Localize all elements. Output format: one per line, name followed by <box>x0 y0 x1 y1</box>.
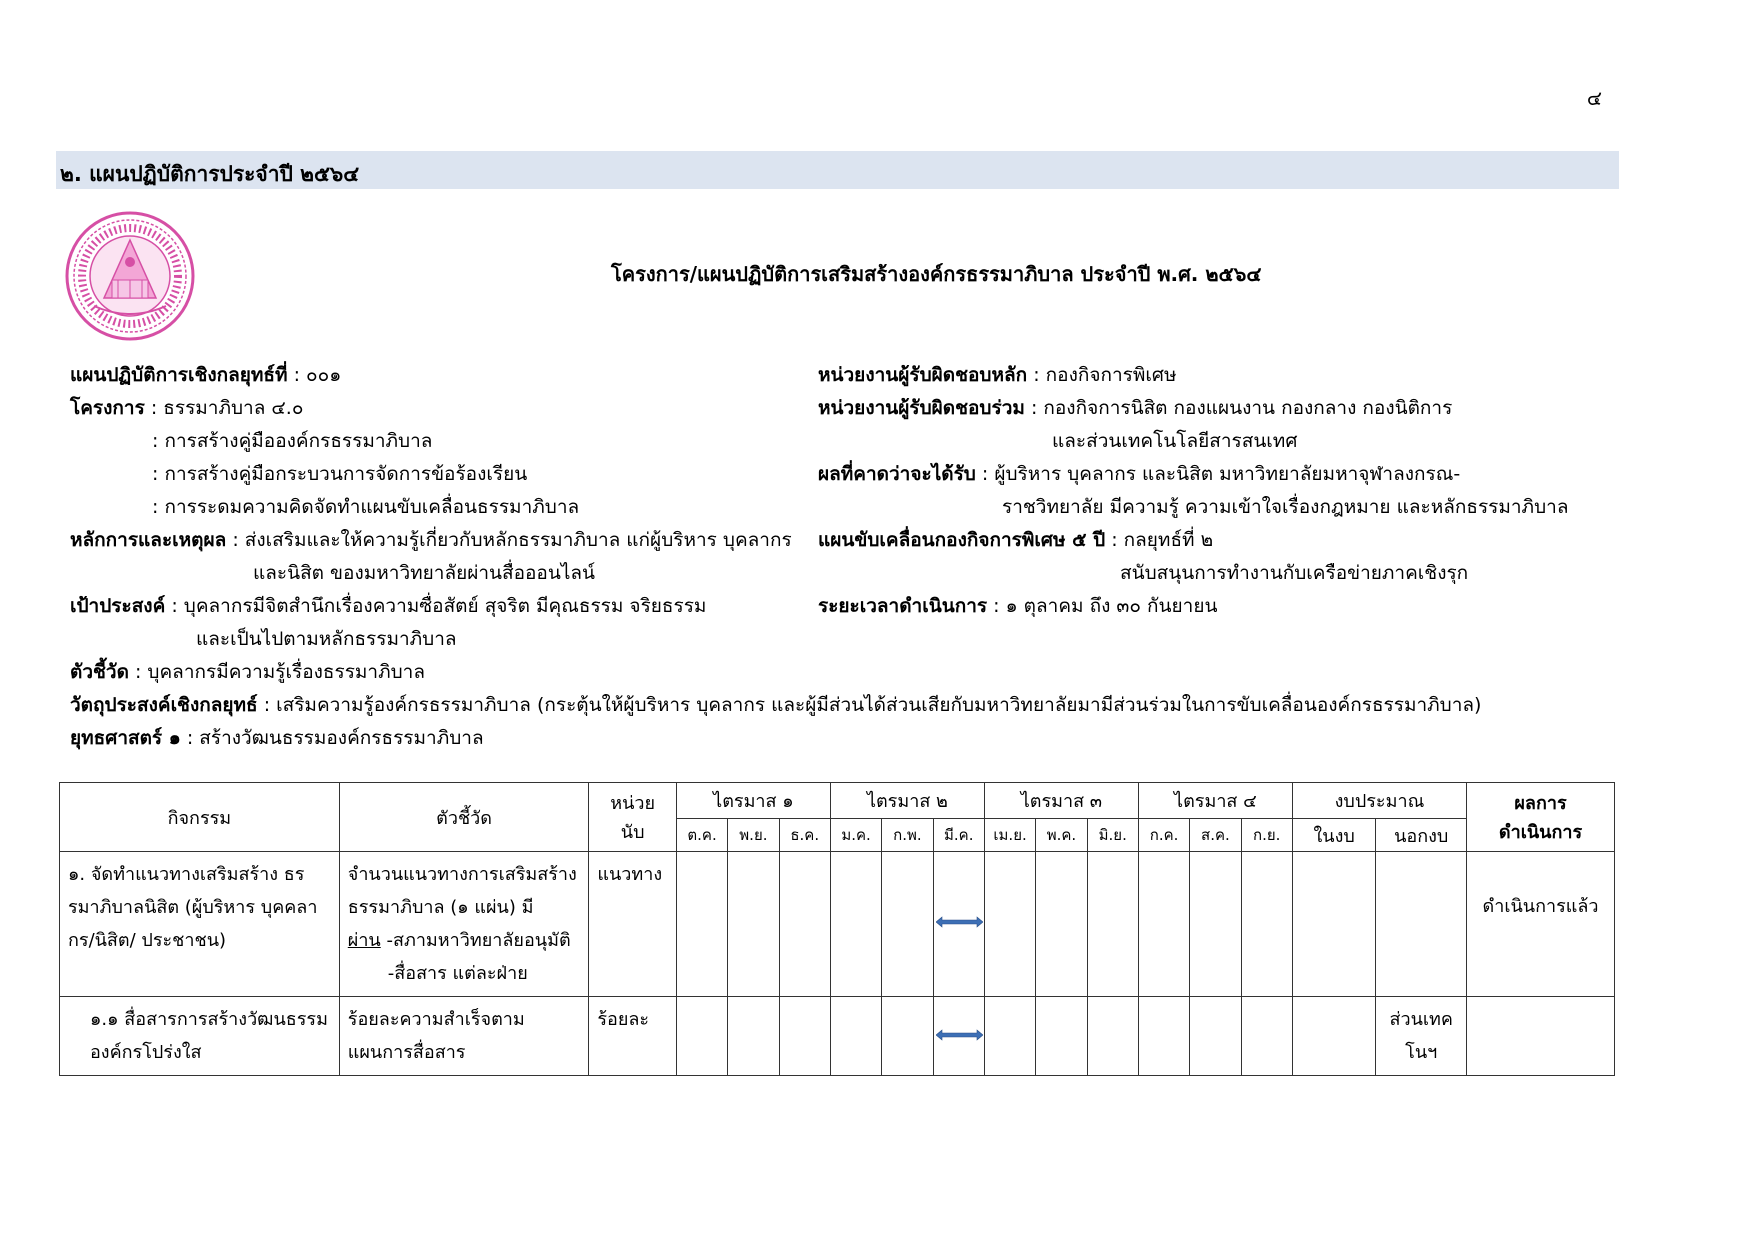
result-text <box>1467 997 1614 1009</box>
month-cell <box>1190 852 1241 997</box>
strategy-row <box>70 723 484 753</box>
activity-cell <box>60 852 340 997</box>
in-budget-cell <box>1292 852 1376 997</box>
objective-value-2: และเป็นไปตามหลักธรรมาภิบาล <box>196 628 457 650</box>
month-header: ม.ค. <box>830 819 881 852</box>
indicator-row <box>70 657 425 687</box>
unit-cell <box>589 997 677 1076</box>
header-unit-line-1: หน่วย <box>610 793 656 814</box>
month-cell <box>676 852 727 997</box>
rationale-value-2: และนิสิต ของมหาวิทยาลัยผ่านสื่อออนไลน์ <box>253 562 596 584</box>
drive-plan-value-2: สนับสนุนการทำงานกับเครือข่ายภาคเชิงรุก <box>1120 562 1469 584</box>
action-plan-table <box>59 782 1615 1076</box>
header-unit-line-2: นับ <box>620 822 645 843</box>
timeline-arrow-icon <box>936 1029 983 1041</box>
month-header: เม.ย. <box>984 819 1035 852</box>
month-cell <box>882 997 933 1076</box>
main-unit-value: : กองกิจการพิเศษ <box>1033 364 1177 386</box>
header-out-budget: นอกงบ <box>1376 819 1467 852</box>
expected-result-label: ผลที่คาดว่าจะได้รับ <box>818 463 976 485</box>
month-cell <box>1241 997 1292 1076</box>
month-header: ก.พ. <box>882 819 933 852</box>
indicator-line-4: -สื่อสาร แต่ละฝ่าย <box>387 963 528 984</box>
month-cell <box>830 997 881 1076</box>
header-unit <box>589 783 677 852</box>
project-title: โครงการ/แผนปฏิบัติการเสริมสร้างองค์กรธรรมาภิบาล ประจำปี พ.ศ. ๒๕๖๔ <box>611 262 1262 286</box>
header-indicator: ตัวชี้วัด <box>339 783 589 852</box>
project-value: : ธรรมาภิบาล ๔.๐ <box>150 397 304 419</box>
activity-text: ๑.๑ สื่อสารการสร้างวัฒนธรรม องค์กรโปร่งใส <box>90 1009 328 1063</box>
result-cell <box>1467 852 1615 997</box>
month-header: ก.ค. <box>1138 819 1189 852</box>
objective-label: เป้าประสงค์ <box>70 595 166 617</box>
unit-cell <box>589 852 677 997</box>
co-unit-row <box>818 393 1452 423</box>
month-header: ส.ค. <box>1190 819 1241 852</box>
month-cell <box>1138 852 1189 997</box>
rationale-label: หลักการและเหตุผล <box>70 529 227 551</box>
header-result <box>1467 783 1615 852</box>
drive-plan-label: แผนขับเคลื่อนกองกิจการพิเศษ ๕ ปี <box>818 529 1106 551</box>
month-header: มี.ค. <box>933 819 984 852</box>
month-cell <box>1036 852 1087 997</box>
month-cell <box>830 852 881 997</box>
month-cell <box>676 997 727 1076</box>
indicator-underlined: ผ่าน <box>347 930 381 951</box>
main-unit-row <box>818 360 1176 390</box>
header-quarter-4: ไตรมาส ๔ <box>1138 783 1292 819</box>
result-cell <box>1467 997 1615 1076</box>
in-budget-text <box>1293 852 1376 864</box>
header-quarter-3: ไตรมาส ๓ <box>984 783 1138 819</box>
strategy-label: ยุทธศาสตร์ ๑ <box>70 727 181 749</box>
header-activity: กิจกรรม <box>60 783 340 852</box>
month-cell <box>882 852 933 997</box>
month-cell-march <box>933 852 984 997</box>
table-row <box>60 852 1615 997</box>
month-cell <box>1087 852 1138 997</box>
header-quarter-2: ไตรมาส ๒ <box>830 783 984 819</box>
month-header: พ.ค. <box>1036 819 1087 852</box>
table-row <box>60 997 1615 1076</box>
out-budget-text: ส่วนเทค โนฯ <box>1389 1009 1453 1063</box>
month-cell-march <box>933 997 984 1076</box>
main-unit-label: หน่วยงานผู้รับผิดชอบหลัก <box>818 364 1028 386</box>
section-title: ๒. แผนปฏิบัติการประจำปี ๒๕๖๔ <box>60 162 360 186</box>
month-cell <box>779 997 830 1076</box>
month-cell <box>779 852 830 997</box>
objective-row <box>70 591 706 621</box>
header-result-line-2: ดำเนินการ <box>1498 822 1583 843</box>
indicator-cell <box>339 997 589 1076</box>
month-header: มิ.ย. <box>1087 819 1138 852</box>
header-quarter-1: ไตรมาส ๑ <box>676 783 830 819</box>
project-sub-2: : การสร้างคู่มือกระบวนการจัดการข้อร้องเรียน <box>152 463 528 485</box>
co-unit-value-2: และส่วนเทคโนโลยีสารสนเทศ <box>1052 430 1298 452</box>
month-header: ก.ย. <box>1241 819 1292 852</box>
rationale-value: : ส่งเสริมและให้ความรู้เกี่ยวกับหลักธรรมาภิบาล แก่ผู้บริหาร บุคลากร <box>232 529 792 551</box>
month-cell <box>1036 997 1087 1076</box>
duration-value: : ๑ ตุลาคม ถึง ๓๐ กันยายน <box>993 595 1218 617</box>
expected-result-value-2: ราชวิทยาลัย มีความรู้ ความเข้าใจเรื่องกฎหมาย และหลักธรรมาภิบาล <box>1002 496 1569 518</box>
month-cell <box>1241 852 1292 997</box>
duration-row <box>818 591 1217 621</box>
header-in-budget: ในงบ <box>1292 819 1376 852</box>
indicator-value: : บุคลากรมีความรู้เรื่องธรรมาภิบาล <box>134 661 425 683</box>
drive-plan-value: : กลยุทธ์ที่ ๒ <box>1111 529 1214 551</box>
month-header: พ.ย. <box>728 819 779 852</box>
rationale-row <box>70 525 792 555</box>
activity-text: ๑. จัดทำแนวทางเสริมสร้าง ธรรมาภิบาลนิสิต (ผู้บริหาร บุคคลากร/นิสิต/ ประชาชน) <box>68 864 318 951</box>
university-seal-logo <box>64 210 196 342</box>
project-row <box>70 393 303 423</box>
out-budget-text <box>1376 852 1466 864</box>
unit-text: แนวทาง <box>597 864 663 885</box>
month-header: ธ.ค. <box>779 819 830 852</box>
header-budget: งบประมาณ <box>1292 783 1466 819</box>
month-header: ต.ค. <box>676 819 727 852</box>
strategic-plan-value: : ๐๐๑ <box>293 364 342 386</box>
expected-result-value: : ผู้บริหาร บุคลากร และนิสิต มหาวิทยาลัยมหาจุฬาลงกรณ- <box>981 463 1461 485</box>
month-cell <box>1190 997 1241 1076</box>
month-cell <box>984 997 1035 1076</box>
indicator-rest: -สภามหาวิทยาลัยอนุมัติ <box>380 930 571 951</box>
month-cell <box>1087 997 1138 1076</box>
indicator-text: ร้อยละความสำเร็จตาม แผนการสื่อสาร <box>347 1009 525 1063</box>
unit-text: ร้อยละ <box>597 1009 650 1030</box>
header-result-line-1: ผลการ <box>1514 793 1567 814</box>
month-cell <box>728 852 779 997</box>
out-budget-cell <box>1376 852 1467 997</box>
month-cell <box>1138 997 1189 1076</box>
result-text: ดำเนินการแล้ว <box>1482 896 1599 917</box>
page-number: ๔ <box>1586 86 1602 110</box>
indicator-cell <box>339 852 589 997</box>
drive-plan-row <box>818 525 1213 555</box>
project-label: โครงการ <box>70 397 145 419</box>
in-budget-cell <box>1292 997 1376 1076</box>
in-budget-text <box>1293 997 1376 1009</box>
strategic-objective-row <box>70 690 1481 720</box>
activity-cell <box>60 997 340 1076</box>
objective-value: : บุคลากรมีจิตสำนึกเรื่องความซื่อสัตย์ สุจริต มีคุณธรรม จริยธรรม <box>171 595 707 617</box>
co-unit-label: หน่วยงานผู้รับผิดชอบร่วม <box>818 397 1025 419</box>
project-sub-3: : การระดมความคิดจัดทำแผนขับเคลื่อนธรรมาภิบาล <box>152 496 580 518</box>
project-sub-1: : การสร้างคู่มือองค์กรธรรมาภิบาล <box>152 430 433 452</box>
co-unit-value: : กองกิจการนิสิต กองแผนงาน กองกลาง กองนิติการ <box>1030 397 1453 419</box>
strategic-plan-row <box>70 360 341 390</box>
timeline-arrow-icon <box>936 916 983 928</box>
strategic-objective-value: : เสริมความรู้องค์กรธรรมาภิบาล (กระตุ้นให้ผู้บริหาร บุคลากร และผู้มีส่วนได้ส่วนเสียกับมหาวิทยาลัยมามีส่วนร่วมในการขับเคลื่อนองค์กรธรรมาภิบาล) <box>263 694 1482 716</box>
strategic-plan-label: แผนปฏิบัติการเชิงกลยุทธ์ที่ <box>70 364 288 386</box>
duration-label: ระยะเวลาดำเนินการ <box>818 595 988 617</box>
out-budget-cell <box>1376 997 1467 1076</box>
strategy-value: : สร้างวัฒนธรรมองค์กรธรรมาภิบาล <box>186 727 484 749</box>
indicator-text: จำนวนแนวทางการเสริมสร้าง ธรรมาภิบาล (๑ แผ่น) มี <box>347 864 577 918</box>
month-cell <box>984 852 1035 997</box>
indicator-label: ตัวชี้วัด <box>70 661 129 683</box>
expected-result-row <box>818 459 1460 489</box>
month-cell <box>728 997 779 1076</box>
strategic-objective-label: วัตถุประสงค์เชิงกลยุทธ์ <box>70 694 258 716</box>
